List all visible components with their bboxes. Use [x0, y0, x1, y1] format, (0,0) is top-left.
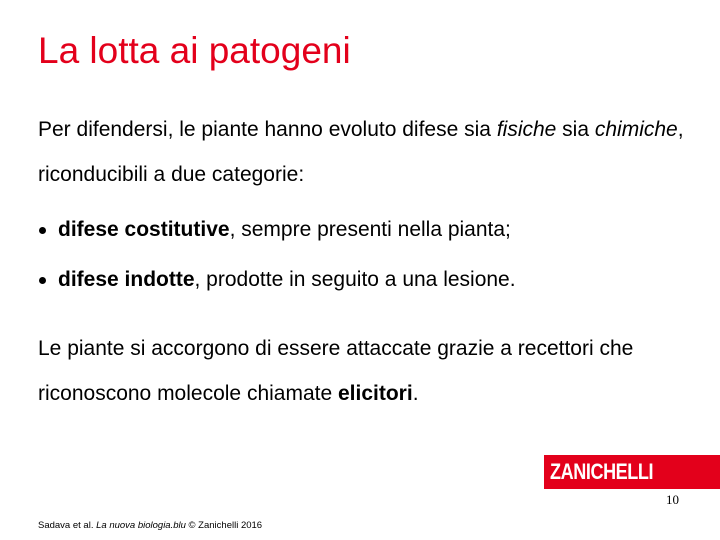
- intro-text-1: Per difendersi, le piante hanno evoluto difese sia: [38, 118, 497, 141]
- intro-text-2: sia: [556, 118, 595, 141]
- footer-authors: Sadava et al.: [38, 520, 97, 531]
- intro-text-3: , riconducibili a due categorie:: [38, 118, 684, 186]
- intro-emphasis-fisiche: fisiche: [496, 118, 557, 141]
- closing-emphasis-elicitori: elicitori: [338, 382, 413, 405]
- logo-text: ZANICHELLI: [550, 459, 654, 484]
- footer-book-title: La nuova biologia.blu: [96, 520, 186, 531]
- intro-paragraph: [38, 107, 698, 197]
- closing-text-1: Le piante si accorgono di essere attaccate grazie a recettori che riconoscono molecole chiamate: [38, 337, 634, 405]
- page-number: 10: [666, 492, 679, 507]
- bullet-description: , sempre presenti nella pianta;: [229, 218, 511, 241]
- bullet-term: difese indotte: [58, 268, 195, 291]
- bullet-description: , prodotte in seguito a una lesione.: [194, 268, 516, 291]
- defense-list: [38, 205, 516, 305]
- intro-emphasis-chimiche: chimiche: [594, 118, 678, 141]
- bullet-dot-icon: [39, 277, 46, 284]
- bullet-term: difese costitutive: [58, 218, 230, 241]
- closing-text-2: .: [412, 382, 419, 405]
- bullet-dot-icon: [39, 227, 46, 234]
- footer-credit: [38, 520, 262, 531]
- footer-copyright: © Zanichelli 2016: [185, 520, 263, 531]
- list-item: [38, 205, 516, 255]
- closing-paragraph: [38, 326, 698, 416]
- slide-title: La lotta ai patogeni: [38, 30, 351, 71]
- zanichelli-logo: [544, 455, 720, 489]
- list-item: [38, 255, 516, 305]
